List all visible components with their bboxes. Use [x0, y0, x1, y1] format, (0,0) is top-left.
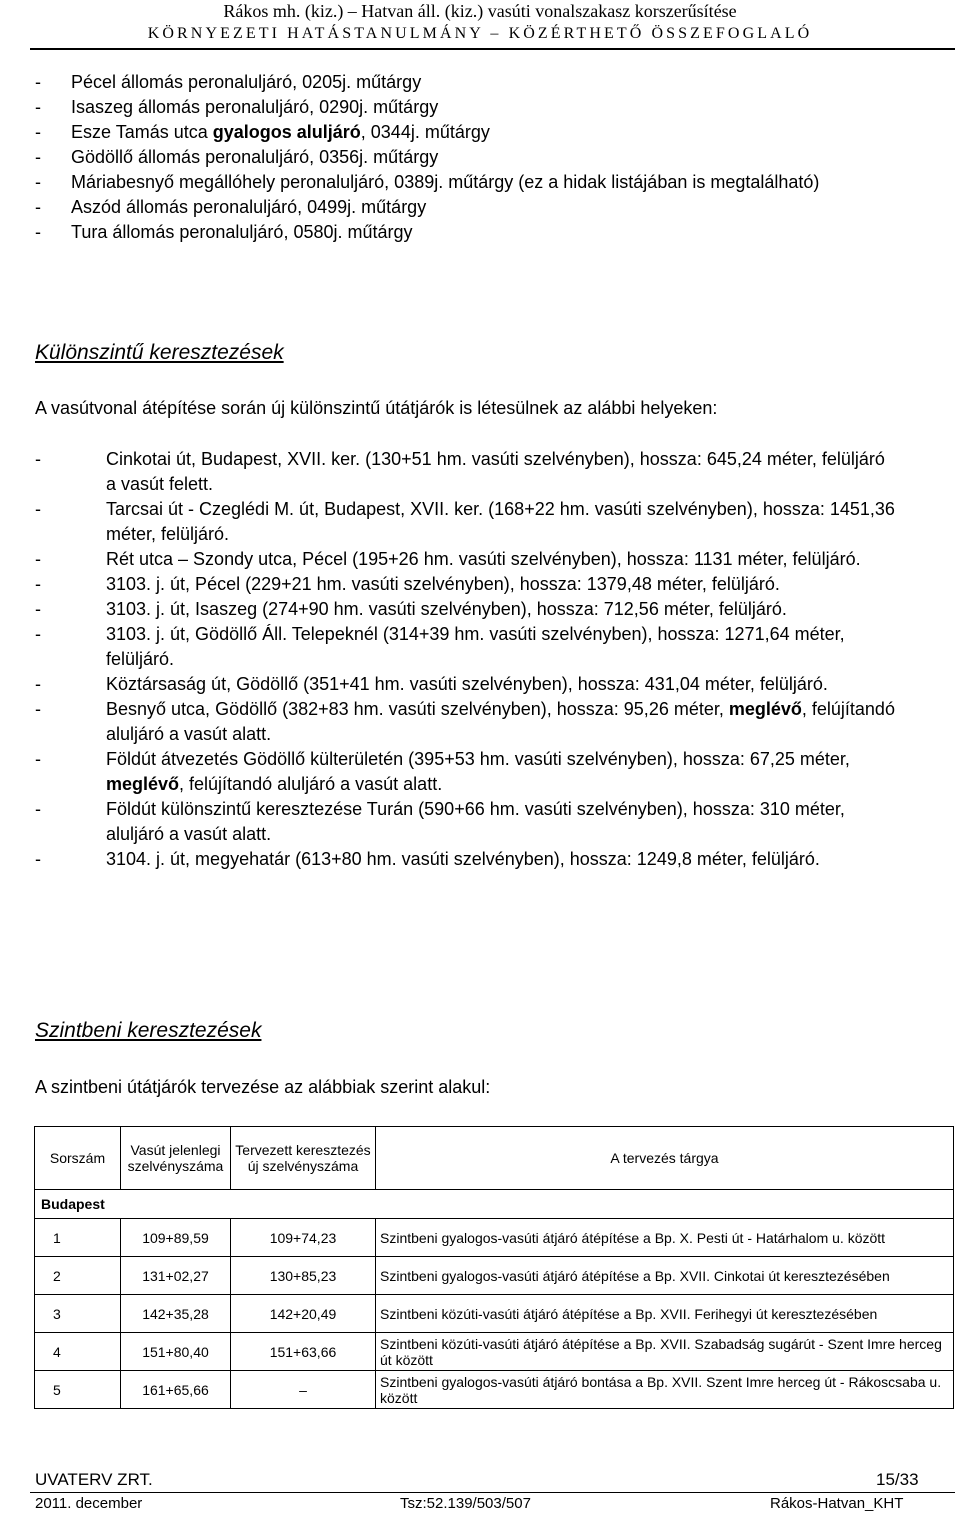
list-item: - 3103. j. út, Gödöllő Áll. Telepeknél (314+39 hm. vasúti szelvényben), hossza: 1271,64 méter, felüljáró.	[35, 624, 845, 669]
table-cell: Szintbeni közúti-vasúti átjáró átépítése a Bp. XVII. Szabadság sugárút - Szent Imre herceg út között	[376, 1333, 954, 1371]
table-cell: 3	[35, 1295, 121, 1333]
table-cell: 4	[35, 1333, 121, 1371]
table-row	[35, 1295, 954, 1333]
column-header: Vasút jelenlegi szelvényszáma	[121, 1127, 231, 1190]
table-cell: 151+63,66	[231, 1333, 376, 1371]
footer-reference: Tsz:52.139/503/507	[400, 1495, 531, 1512]
list-item: - Esze Tamás utca gyalogos aluljáró, 0344j. műtárgy	[35, 122, 490, 142]
footer-rule	[30, 1492, 955, 1493]
list-item: - Köztársaság út, Gödöllő (351+41 hm. vasúti szelvényben), hossza: 431,04 méter, felüljáró.	[35, 674, 828, 694]
footer-date: 2011. december	[35, 1495, 143, 1512]
table-cell: –	[231, 1371, 376, 1409]
list-item: - Tarcsai út - Czeglédi M. út, Budapest, XVII. ker. (168+22 hm. vasúti szelvényben), hossza: 1451,36 méter, felüljáró.	[35, 499, 895, 544]
underpass-list	[35, 70, 855, 245]
column-header: Sorszám	[35, 1127, 121, 1190]
footer-project: Rákos-Hatvan_KHT	[770, 1495, 904, 1512]
table-cell: Szintbeni gyalogos-vasúti átjáró átépítése a Bp. XVII. Cinkotai út keresztezésében	[376, 1257, 954, 1295]
group-label: Budapest	[35, 1190, 954, 1219]
table-cell: 142+35,28	[121, 1295, 231, 1333]
list-item: - Besnyő utca, Gödöllő (382+83 hm. vasúti szelvényben), hossza: 95,26 méter, meglévő, felújítandó aluljáró a vasút alatt.	[35, 699, 895, 744]
list-item: - Cinkotai út, Budapest, XVII. ker. (130+51 hm. vasúti szelvényben), hossza: 645,24 méter, felüljáró a vasút felett.	[35, 449, 885, 494]
table-cell: 161+65,66	[121, 1371, 231, 1409]
section-intro: A szintbeni útátjárók tervezése az alábbiak szerint alakul:	[35, 1077, 491, 1097]
column-header: Tervezett keresztezés új szelvényszáma	[231, 1127, 376, 1190]
header-subtitle: KÖRNYEZETI HATÁSTANULMÁNY – KÖZÉRTHETŐ ÖSSZEFOGLALÓ	[147, 25, 813, 42]
list-item: - Tura állomás peronaluljáró, 0580j. műtárgy	[35, 222, 413, 242]
footer-company: UVATERV ZRT.	[35, 1470, 153, 1489]
list-item: - Aszód állomás peronaluljáró, 0499j. műtárgy	[35, 197, 427, 217]
table-row	[35, 1219, 954, 1257]
header-rule	[30, 48, 955, 50]
table-row	[35, 1333, 954, 1371]
table-cell: 151+80,40	[121, 1333, 231, 1371]
list-item: - Pécel állomás peronaluljáró, 0205j. műtárgy	[35, 72, 422, 92]
table-row	[35, 1257, 954, 1295]
header-title: Rákos mh. (kiz.) – Hatvan áll. (kiz.) vasúti vonalszakasz korszerűsítése	[223, 1, 737, 21]
table-group-row	[35, 1190, 954, 1219]
list-item: - Isaszeg állomás peronaluljáró, 0290j. műtárgy	[35, 97, 439, 117]
section-intro: A vasútvonal átépítése során új különszintű útátjárók is létesülnek az alábbi helyeken:	[35, 398, 718, 418]
list-item: - 3103. j. út, Isaszeg (274+90 hm. vasúti szelvényben), hossza: 712,56 méter, felüljáró.	[35, 599, 787, 619]
table-cell: 142+20,49	[231, 1295, 376, 1333]
crossings-table	[34, 1126, 954, 1409]
list-item: - Földút átvezetés Gödöllő külterületén (395+53 hm. vasúti szelvényben), hossza: 67,25 méter, meglévő, felújítandó aluljáró a vasút alatt.	[35, 749, 850, 794]
list-item: - 3103. j. út, Pécel (229+21 hm. vasúti szelvényben), hossza: 1379,48 méter, felüljáró.	[35, 574, 780, 594]
table-cell: Szintbeni gyalogos-vasúti átjáró átépítése a Bp. X. Pesti út - Határhalom u. között	[376, 1219, 954, 1257]
table-cell: 109+74,23	[231, 1219, 376, 1257]
table-cell: 2	[35, 1257, 121, 1295]
crossings-list	[35, 447, 895, 872]
column-header: A tervezés tárgya	[376, 1127, 954, 1190]
table-cell: Szintbeni gyalogos-vasúti átjáró bontása a Bp. XVII. Szent Imre herceg út - Rákoscsaba u. között	[376, 1371, 954, 1409]
list-item: - Gödöllő állomás peronaluljáró, 0356j. műtárgy	[35, 147, 439, 167]
section-heading-grade-separated: Különszintű keresztezések	[35, 341, 284, 364]
table-header-row	[35, 1127, 954, 1190]
table-cell: 131+02,27	[121, 1257, 231, 1295]
table-row	[35, 1371, 954, 1409]
list-item: - Máriabesnyő megállóhely peronaluljáró, 0389j. műtárgy (ez a hidak listájában is megtalálható)	[35, 172, 820, 192]
list-item: - 3104. j. út, megyehatár (613+80 hm. vasúti szelvényben), hossza: 1249,8 méter, felüljáró.	[35, 849, 820, 869]
table-cell: 1	[35, 1219, 121, 1257]
table-cell: 130+85,23	[231, 1257, 376, 1295]
section-heading-at-grade: Szintbeni keresztezések	[35, 1019, 262, 1042]
table-cell: Szintbeni közúti-vasúti átjáró átépítése a Bp. XVII. Ferihegyi út keresztezésében	[376, 1295, 954, 1333]
footer-page-number: 15/33	[876, 1470, 919, 1489]
table-cell: 109+89,59	[121, 1219, 231, 1257]
list-item: - Rét utca – Szondy utca, Pécel (195+26 hm. vasúti szelvényben), hossza: 1131 méter, felüljáró.	[35, 549, 861, 569]
list-item: - Földút különszintű keresztezése Turán (590+66 hm. vasúti szelvényben), hossza: 310 méter, aluljáró a vasút alatt.	[35, 799, 845, 844]
table-cell: 5	[35, 1371, 121, 1409]
